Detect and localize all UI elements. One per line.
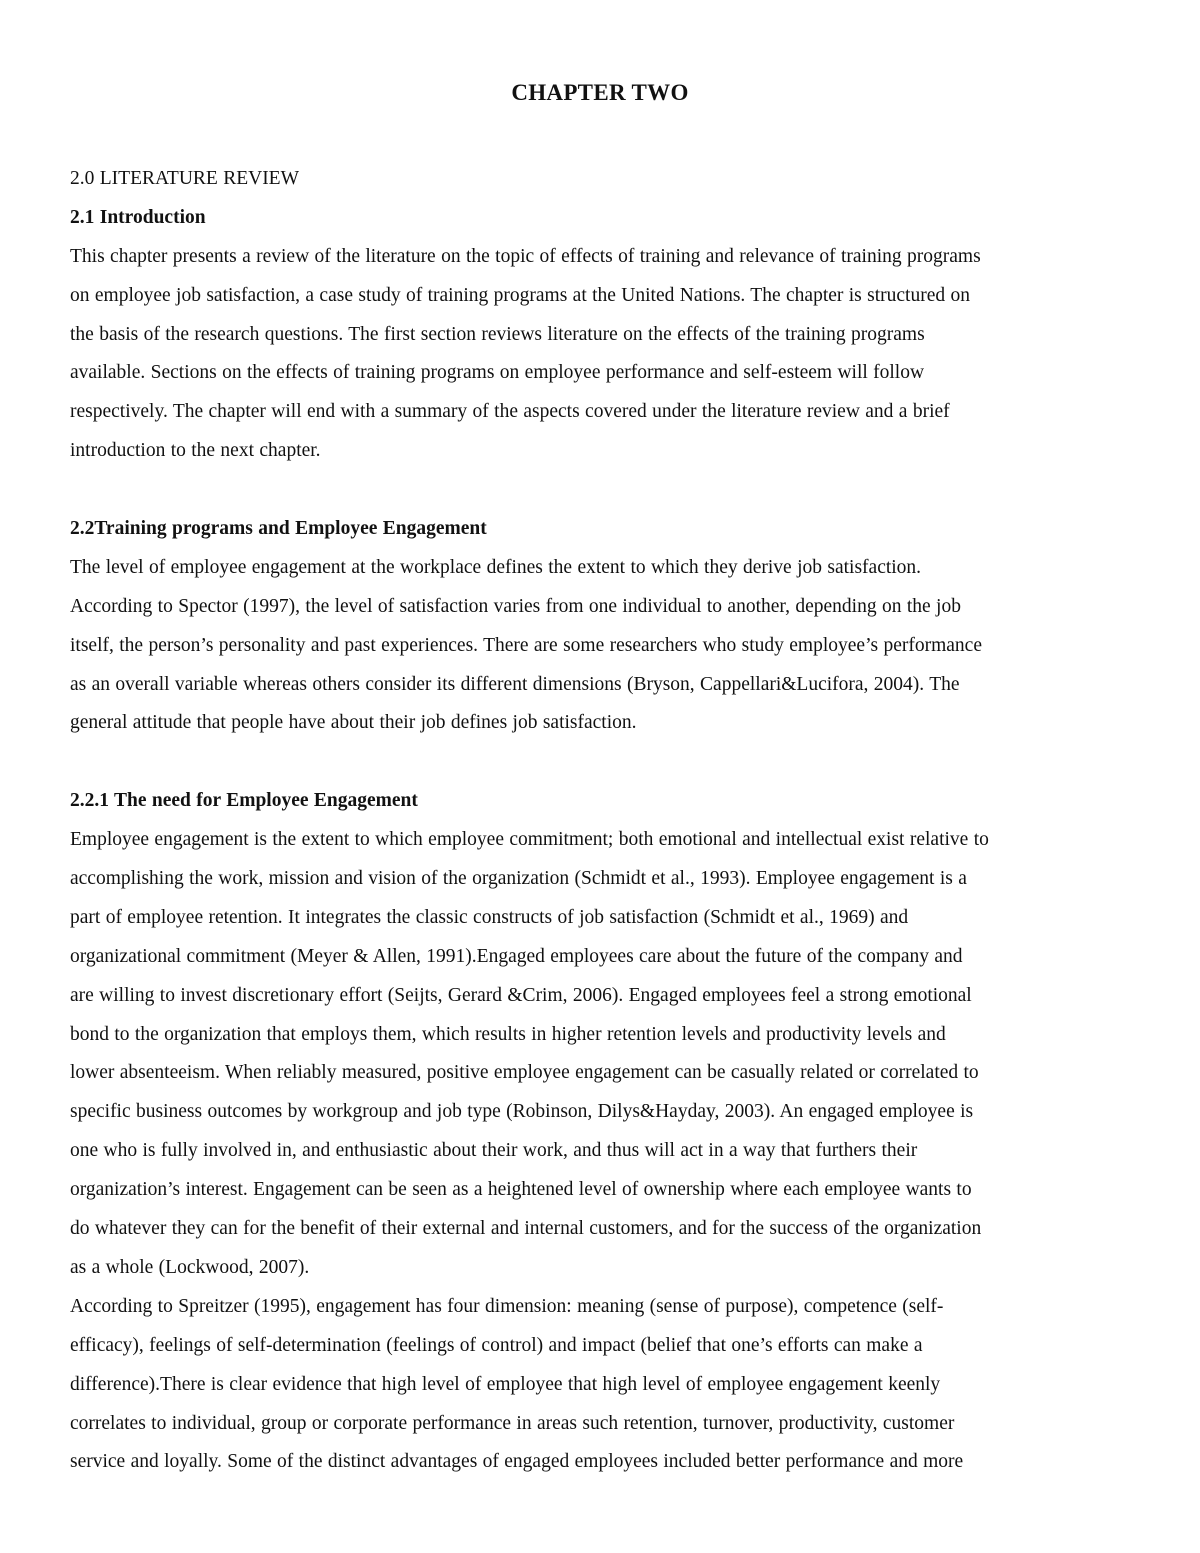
training-engagement-paragraph — [70, 549, 1130, 743]
need-for-engagement-heading: 2.2.1 The need for Employee Engagement — [70, 790, 418, 812]
paragraph-line: the basis of the research questions. The first section reviews literature on the effects of the training programs — [70, 323, 925, 345]
paragraph-spacer — [70, 471, 1130, 510]
paragraph-line: Employee engagement is the extent to which employee commitment; both emotional and intellectual exist relative to — [70, 829, 989, 851]
paragraph-line: as an overall variable whereas others consider its different dimensions (Bryson, Cappellari&Lucifora, 2004). The — [70, 673, 960, 695]
paragraph-line: This chapter presents a review of the literature on the topic of effects of training and relevance of training programs — [70, 245, 981, 267]
paragraph-line: part of employee retention. It integrates the classic constructs of job satisfaction (Schmidt et al., 1969) and — [70, 906, 909, 928]
paragraph-line: introduction to the next chapter. — [70, 440, 321, 462]
paragraph-line: organization’s interest. Engagement can be seen as a heightened level of ownership where each employee wants to — [70, 1179, 972, 1201]
literature-review-heading: 2.0 LITERATURE REVIEW — [70, 168, 300, 189]
introduction-heading: 2.1 Introduction — [70, 206, 206, 228]
introduction-paragraph — [70, 238, 1130, 471]
paragraph-line: organizational commitment (Meyer & Allen, 1991).Engaged employees care about the future of the company and — [70, 945, 963, 967]
paragraph-line: bond to the organization that employs them, which results in higher retention levels and productivity levels and — [70, 1023, 946, 1045]
paragraph-line: available. Sections on the effects of training programs on employee performance and self-esteem will follow — [70, 362, 925, 384]
paragraph-line: According to Spector (1997), the level of satisfaction varies from one individual to another, depending on the job — [70, 595, 961, 617]
paragraph-line: general attitude that people have about their job defines job satisfaction. — [70, 712, 637, 734]
paragraph-line: are willing to invest discretionary effort (Seijts, Gerard &Crim, 2006). Engaged employees feel a strong emotional — [70, 984, 972, 1006]
chapter-title: CHAPTER TWO — [511, 80, 689, 105]
paragraph-line: do whatever they can for the benefit of their external and internal customers, and for the success of the organization — [70, 1218, 982, 1240]
paragraph-line: efficacy), feelings of self-determination (feelings of control) and impact (belief that one’s efforts can make a — [70, 1334, 923, 1356]
paragraph-line: on employee job satisfaction, a case study of training programs at the United Nations. The chapter is structured on — [70, 284, 970, 306]
paragraph-line: one who is fully involved in, and enthusiastic about their work, and thus will act in a way that furthers their — [70, 1140, 918, 1162]
paragraph-line: correlates to individual, group or corporate performance in areas such retention, turnover, productivity, customer — [70, 1412, 955, 1434]
training-engagement-heading: 2.2Training programs and Employee Engagement — [70, 518, 487, 540]
paragraph-line: According to Spreitzer (1995), engagement has four dimension: meaning (sense of purpose), competence (self- — [70, 1295, 944, 1317]
document-body — [70, 160, 1130, 1482]
paragraph-line: specific business outcomes by workgroup and job type (Robinson, Dilys&Hayday, 2003). An engaged employee is — [70, 1101, 974, 1123]
need-for-engagement-paragraph — [70, 821, 1130, 1482]
paragraph-line: as a whole (Lockwood, 2007). — [70, 1256, 310, 1278]
paragraph-line: itself, the person’s personality and past experiences. There are some researchers who study employee’s performance — [70, 634, 982, 656]
paragraph-line: difference).There is clear evidence that high level of employee that high level of employee engagement keenly — [70, 1373, 941, 1395]
paragraph-line: lower absenteeism. When reliably measured, positive employee engagement can be casually related or correlated to — [70, 1062, 979, 1084]
paragraph-line: service and loyally. Some of the distinct advantages of engaged employees included better performance and more — [70, 1451, 964, 1473]
paragraph-line: The level of employee engagement at the workplace defines the extent to which they derive job satisfaction. — [70, 556, 922, 578]
paragraph-spacer — [70, 743, 1130, 782]
paragraph-line: respectively. The chapter will end with a summary of the aspects covered under the literature review and a brief — [70, 401, 950, 423]
paragraph-line: accomplishing the work, mission and vision of the organization (Schmidt et al., 1993). Employee engagement is a — [70, 868, 967, 890]
